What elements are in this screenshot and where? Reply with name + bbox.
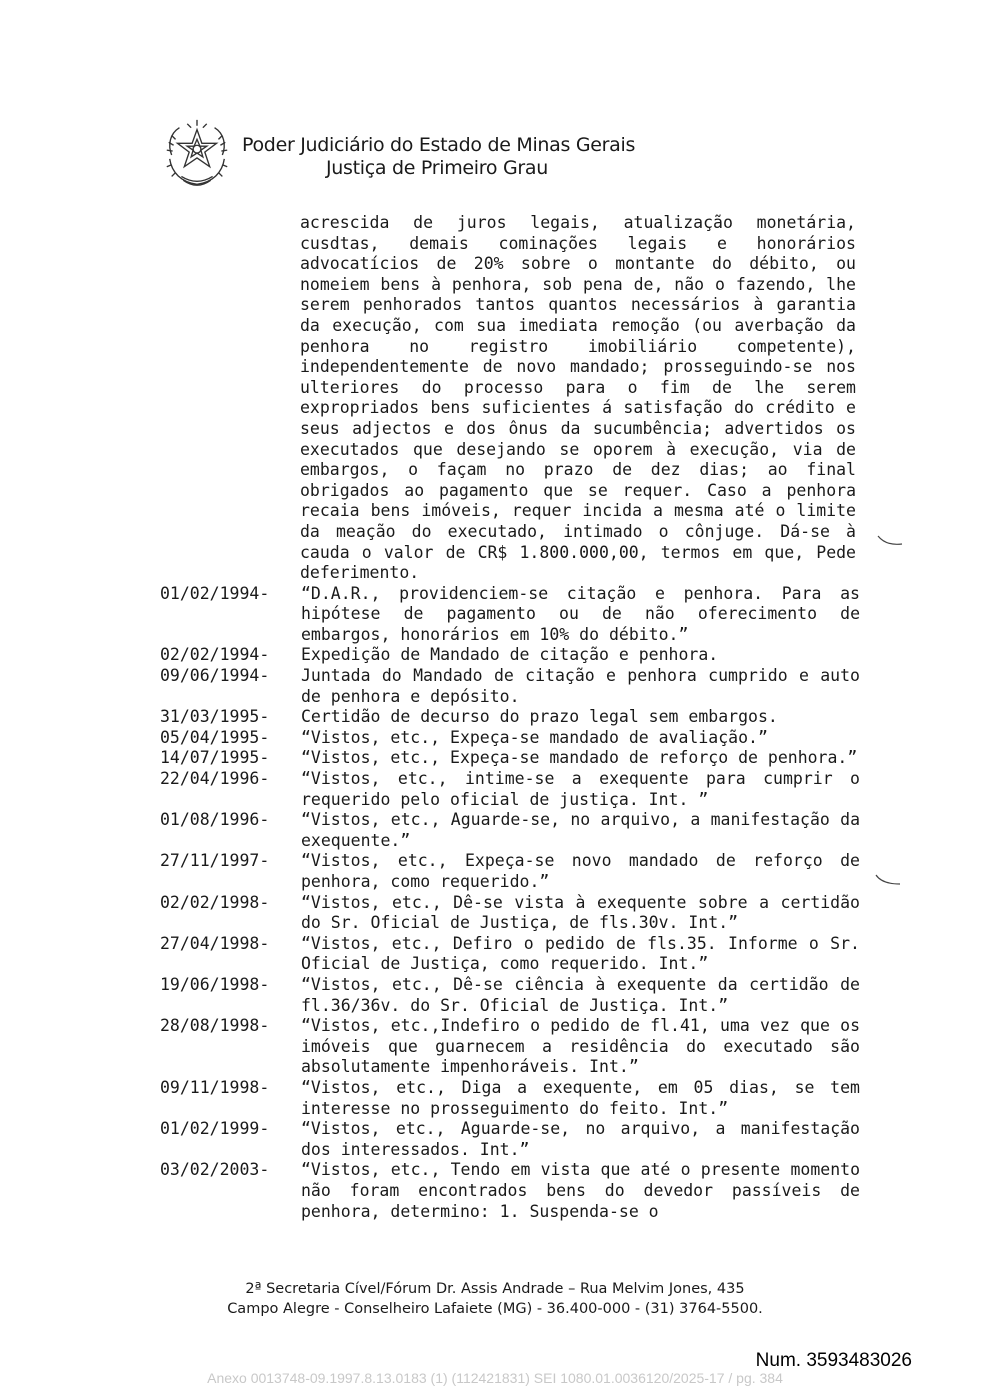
entry-text: “Vistos, etc., Dê-se ciência à exequente da certidão de fl.36/36v. do Sr. Oficial de Justiça. Int.” — [301, 974, 860, 1015]
entry-date: 19/06/1998- — [160, 974, 270, 994]
entry-date: 03/02/2003- — [160, 1160, 270, 1180]
document-body — [160, 213, 860, 1222]
docket-entry — [160, 1078, 860, 1119]
entry-date: 09/06/1994- — [160, 666, 270, 686]
court-instance: Justiça de Primeiro Grau — [326, 157, 548, 179]
entry-text: “Vistos, etc.,Indefiro o pedido de fl.41, uma vez que os imóveis que guarnecem a residência do executado são absolutamente impenhoráveis. Int.” — [301, 1016, 860, 1077]
entry-text: “Vistos, etc., Aguarde-se, no arquivo, a manifestação da exequente.” — [301, 810, 860, 850]
docket-entry — [160, 1160, 860, 1222]
handwritten-mark — [874, 872, 904, 888]
docket-entry — [160, 666, 860, 707]
docket-entry — [160, 707, 860, 728]
docket-entry — [160, 975, 860, 1016]
docket-entry — [160, 851, 860, 892]
docket-entry — [160, 748, 860, 769]
entry-text: Juntada do Mandado de citação e penhora cumprido e auto de penhora e depósito. — [301, 666, 860, 706]
docket-entry — [160, 728, 860, 749]
docket-entry — [160, 893, 860, 934]
footer-address-line1: 2ª Secretaria Cível/Fórum Dr. Assis Andrade – Rua Melvim Jones, 435 — [245, 1281, 745, 1297]
entry-date: 14/07/1995- — [160, 748, 270, 768]
entry-text: “Vistos, etc., Expeça-se mandado de avaliação.” — [301, 727, 768, 747]
entry-text: “Vistos, etc., Dê-se vista à exequente sobre a certidão do Sr. Oficial de Justiça, de fls.30v. Int.” — [301, 892, 860, 933]
entry-text: “Vistos, etc., Expeça-se mandado de reforço de penhora.” — [301, 748, 858, 768]
entry-date: 02/02/1994- — [160, 645, 270, 665]
handwritten-mark — [876, 532, 906, 548]
annex-stamp: Anexo 0013748-09.1997.8.13.0183 (1) (112421831) SEI 1080.01.0036120/2025-17 / pg. 384 — [207, 1370, 783, 1386]
entry-date: 01/08/1996- — [160, 810, 270, 830]
docket-entry — [160, 934, 860, 975]
docket-entry — [160, 769, 860, 810]
docket-entry — [160, 584, 860, 646]
docket-entry — [160, 810, 860, 851]
docket-entry — [160, 1016, 860, 1078]
footer-address-line2: Campo Alegre - Conselheiro Lafaiete (MG) - 36.400-000 - (31) 3764-5500. — [227, 1301, 763, 1317]
entry-text: “Vistos, etc., Tendo em vista que até o presente momento não foram encontrados bens do devedor passíveis de penhora, determino: 1. Suspenda-se o — [301, 1160, 860, 1221]
entry-date: 02/02/1998- — [160, 892, 270, 912]
entry-date: 01/02/1994- — [160, 583, 270, 603]
docket-entry — [160, 645, 860, 666]
document-number: Num. 3593483026 — [755, 1350, 912, 1371]
entry-date: 27/04/1998- — [160, 933, 270, 953]
court-name: Poder Judiciário do Estado de Minas Gerais — [242, 134, 636, 156]
entry-text: “Vistos, etc., Defiro o pedido de fls.35. Informe o Sr. Oficial de Justiça, como requerido. Int.” — [301, 933, 860, 974]
entry-text: “Vistos, etc., Expeça-se novo mandado de reforço de penhora, como requerido.” — [301, 851, 860, 891]
entry-text: Expedição de Mandado de citação e penhora. — [301, 645, 719, 665]
entry-date: 22/04/1996- — [160, 769, 270, 789]
entry-text: “Vistos, etc., Diga a exequente, em 05 dias, se tem interesse no prosseguimento do feito. Int.” — [301, 1077, 860, 1118]
entry-text: “D.A.R., providenciem-se citação e penhora. Para as hipótese de pagamento ou de não oferecimento de embargos, honorários em 10% do débito.” — [301, 583, 860, 644]
coat-of-arms-seal-icon — [158, 116, 236, 194]
entry-text: “Vistos, etc., Aguarde-se, no arquivo, a manifestação dos interessados. Int.” — [301, 1119, 860, 1159]
entry-date: 28/08/1998- — [160, 1016, 270, 1036]
docket-entry — [160, 1119, 860, 1160]
entry-date: 05/04/1995- — [160, 727, 270, 747]
entry-date: 27/11/1997- — [160, 851, 270, 871]
entry-text: Certidão de decurso do prazo legal sem embargos. — [301, 707, 778, 727]
entry-date: 09/11/1998- — [160, 1077, 270, 1097]
entry-date: 01/02/1999- — [160, 1119, 270, 1139]
entry-text: “Vistos, etc., intime-se a exequente para cumprir o requerido pelo oficial de justiça. Int. ” — [301, 769, 860, 809]
entry-date: 31/03/1995- — [160, 707, 270, 727]
petition-text: acrescida de juros legais, atualização monetária, cusdtas, demais cominações legais e honorários advocatícios de 20% sobre o montante do débito, ou nomeiem bens à penhora, sob pena de, não o fazendo, lhe serem penhorados tantos quantos necessários à garantia da execução, com sua imediata remoção (ou averbação da penhora no registro imobiliário competente), independentemente de novo mandado; prosseguindo-se nos ulteriores do processo para o fim de lhe serem expropriados bens suficientes á satisfação do crédito e seus adjectos e dos ônus da sucumbência; advertidos os executados que desejando se oporem à execução, via de embargos, o façam no prazo de dez dias; ao final obrigados ao pagamento que se requer. Caso a penhora recaia bens imóveis, requer incida a mesma até o limite da meação do executado, intimado o cônjuge. Dá-se à cauda o valor de CR$ 1.800.000,00, termos em que, Pede deferimento. — [300, 213, 856, 583]
